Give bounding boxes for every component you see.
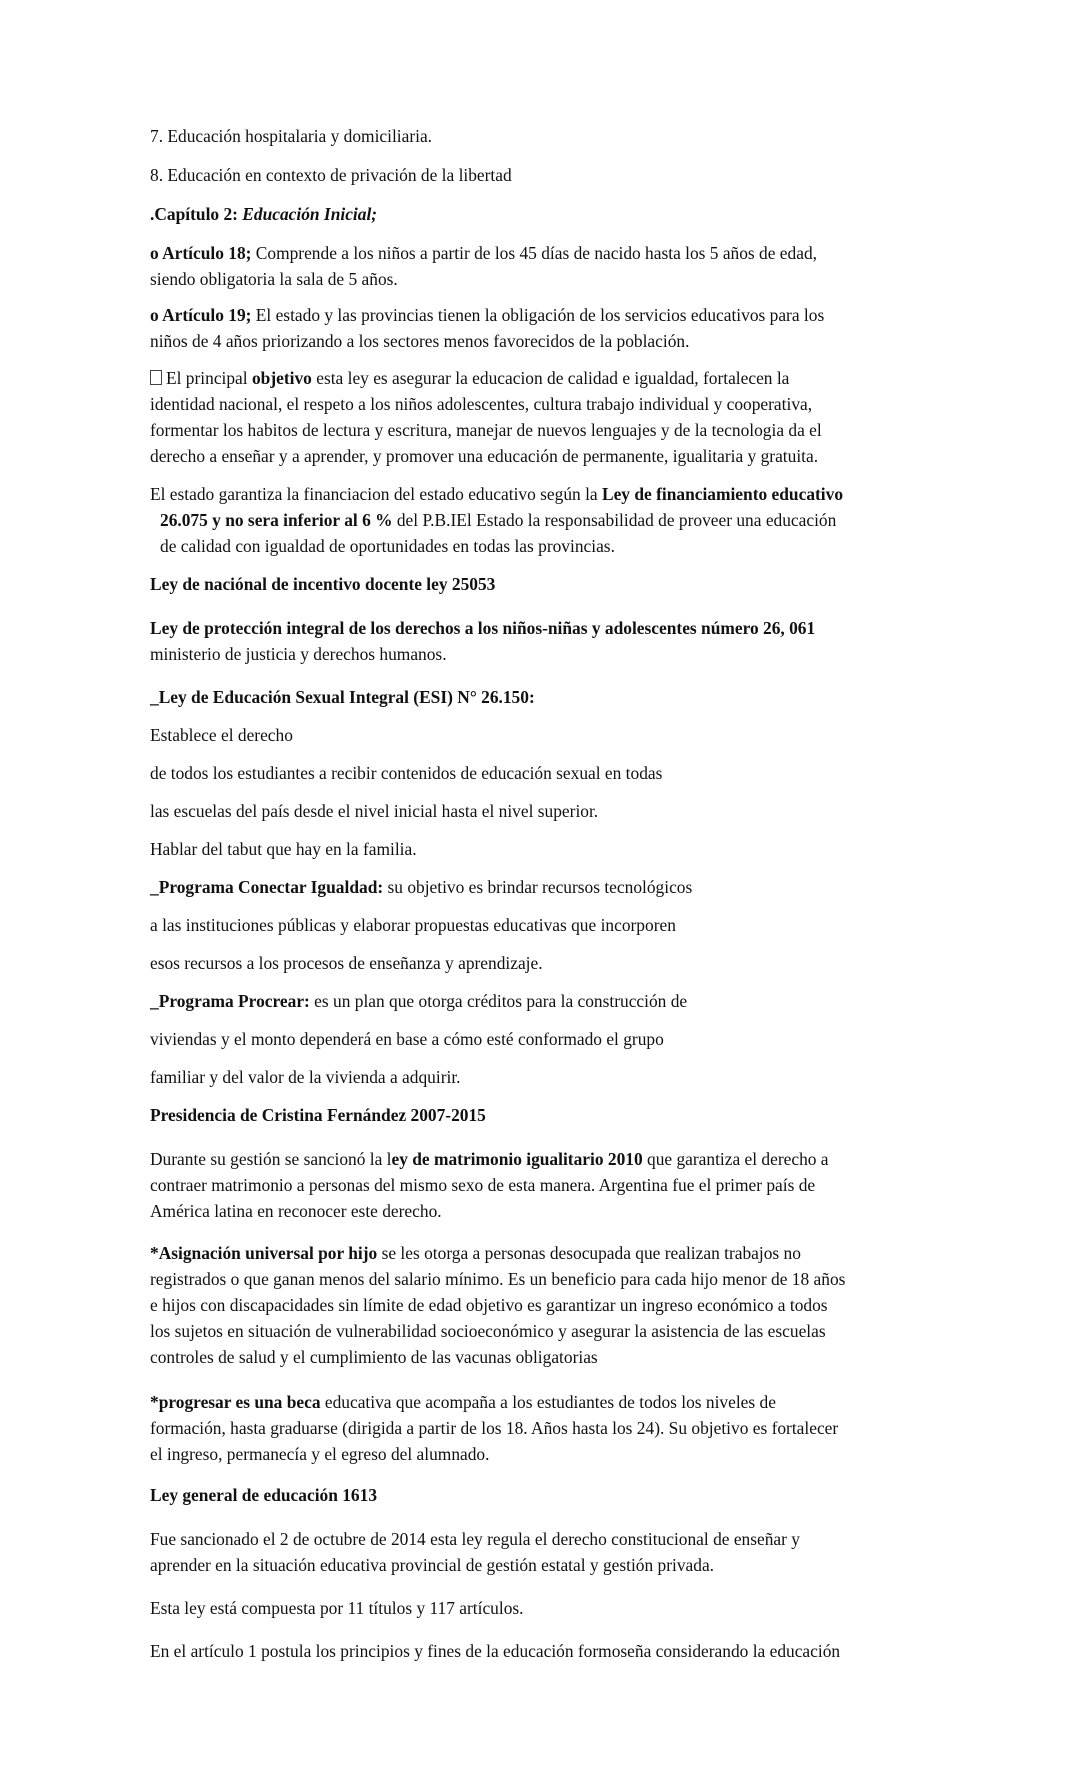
esi-line-1: [150, 722, 293, 748]
procrear-text: viviendas y el monto dependerá en base a cómo esté conformado el grupo: [150, 1029, 664, 1049]
article-19-label: o Artículo 19;: [150, 305, 252, 325]
objective-line-3: [150, 417, 822, 443]
chapter-prefix: .Capítulo 2:: [150, 204, 243, 224]
financing-line-2: [160, 507, 836, 533]
marriage-line-1: [150, 1146, 829, 1172]
article-18-label: o Artículo 18;: [150, 243, 252, 263]
conectar-title: _Programa Conectar Igualdad:: [150, 877, 384, 897]
sanction-line-2: [150, 1552, 714, 1578]
esi-text: Establece el derecho: [150, 725, 293, 745]
auh-text: los sujetos en situación de vulnerabilidad socioeconómico y asegurar la asistencia de las escuelas: [150, 1321, 826, 1341]
progresar-text: formación, hasta graduarse (dirigida a partir de los 18. Años hasta los 24). Su objetivo es fortalecer: [150, 1418, 839, 1438]
progresar-line-3: [150, 1441, 489, 1467]
chapter-heading: [150, 201, 377, 227]
composition-line: [150, 1595, 524, 1621]
esi-text: las escuelas del país desde el nivel inicial hasta el nivel superior.: [150, 801, 599, 821]
procrear-line-1: [150, 988, 687, 1014]
objective-keyword: objetivo: [251, 368, 312, 388]
marriage-law-name: ey de matrimonio igualitario 2010: [391, 1149, 643, 1169]
conectar-line-1: [150, 874, 692, 900]
procrear-text: familiar y del valor de la vivienda a adquirir.: [150, 1067, 461, 1087]
list-item: [150, 123, 432, 149]
financing-text: El estado garantiza la financiacion del estado educativo según la: [150, 484, 602, 504]
law-1613-heading: [150, 1482, 377, 1508]
esi-title: _Ley de Educación Sexual Integral (ESI) N° 26.150:: [150, 687, 535, 707]
marriage-text: contraer matrimonio a personas del mismo sexo de esta manera. Argentina fue el primer país de: [150, 1175, 816, 1195]
auh-text: controles de salud y el cumplimiento de las vacunas obligatorias: [150, 1347, 598, 1367]
article-19-text: El estado y las provincias tienen la obligación de los servicios educativos para los: [251, 305, 825, 325]
missing-glyph-icon: [150, 370, 162, 385]
article-19-line-2: [150, 328, 689, 354]
financing-law-name: Ley de financiamiento educativo: [601, 484, 844, 504]
presidency-heading: [150, 1102, 486, 1128]
procrear-line-2: [150, 1026, 664, 1052]
esi-line-2: [150, 760, 662, 786]
marriage-line-2: [150, 1172, 815, 1198]
protection-law-text: ministerio de justicia y derechos humanos.: [150, 644, 447, 664]
procrear-text: es un plan que otorga créditos para la construcción de: [309, 991, 688, 1011]
progresar-line-2: [150, 1415, 838, 1441]
marriage-line-3: [150, 1198, 442, 1224]
marriage-text: que garantiza el derecho a: [642, 1149, 829, 1169]
conectar-line-2: [150, 912, 676, 938]
esi-heading: [150, 684, 535, 710]
article-18-text: Comprende a los niños a partir de los 45 días de nacido hasta los 5 años de edad,: [251, 243, 817, 263]
incentive-law-title: Ley de naciónal de incentivo docente ley 25053: [150, 574, 496, 594]
auh-title: *Asignación universal por hijo: [150, 1243, 378, 1263]
article-18-text: siendo obligatoria la sala de 5 años.: [150, 269, 398, 289]
auh-line-5: [150, 1344, 598, 1370]
conectar-line-3: [150, 950, 543, 976]
auh-line-2: [150, 1266, 845, 1292]
protection-law-title: Ley de protección integral de los derechos a los niños-niñas y adolescentes número 26, 061: [150, 618, 816, 638]
progresar-title: *progresar es una beca: [150, 1392, 321, 1412]
objective-text: El principal: [166, 368, 252, 388]
financing-law-number: 26.075 y no sera inferior al 6 %: [160, 510, 393, 530]
presidency-title: Presidencia de Cristina Fernández 2007-2015: [150, 1105, 486, 1125]
auh-line-1: [150, 1240, 801, 1266]
objective-text: identidad nacional, el respeto a los niños adolescentes, cultura trabajo individual y cooperativa,: [150, 394, 813, 414]
financing-text: del P.B.IEl Estado la responsabilidad de proveer una educación: [392, 510, 837, 530]
progresar-text: educativa que acompaña a los estudiantes de todos los niveles de: [320, 1392, 776, 1412]
financing-line-3: [160, 533, 615, 559]
auh-line-4: [150, 1318, 826, 1344]
objective-text: formentar los habitos de lectura y escritura, manejar de nuevos lenguajes y de la tecnologia da el: [150, 420, 822, 440]
auh-text: se les otorga a personas desocupada que realizan trabajos no: [377, 1243, 801, 1263]
procrear-title: _Programa Procrear:: [150, 991, 310, 1011]
financing-line-1: [150, 481, 843, 507]
objective-line-2: [150, 391, 812, 417]
financing-text: de calidad con igualdad de oportunidades en todas las provincias.: [160, 536, 615, 556]
objective-text: derecho a enseñar y a aprender, y promover una educación de permanente, igualitaria y gratuita.: [150, 446, 819, 466]
esi-line-3: [150, 798, 598, 824]
conectar-text: a las instituciones públicas y elaborar propuestas educativas que incorporen: [150, 915, 676, 935]
protection-law-line-2: [150, 641, 447, 667]
auh-line-3: [150, 1292, 828, 1318]
esi-text: de todos los estudiantes a recibir contenidos de educación sexual en todas: [150, 763, 663, 783]
article-18-line-2: [150, 266, 398, 292]
progresar-text: el ingreso, permanecía y el egreso del alumnado.: [150, 1444, 490, 1464]
conectar-text: su objetivo es brindar recursos tecnológicos: [383, 877, 693, 897]
sanction-line-1: [150, 1526, 800, 1552]
article-1-line: [150, 1638, 840, 1664]
objective-line-4: [150, 443, 818, 469]
progresar-line-1: [150, 1389, 776, 1415]
esi-line-4: [150, 836, 417, 862]
marriage-text: América latina en reconocer este derecho.: [150, 1201, 442, 1221]
chapter-title: Educación Inicial;: [242, 204, 378, 224]
composition-text: Esta ley está compuesta por 11 títulos y 117 artículos.: [150, 1598, 524, 1618]
auh-text: e hijos con discapacidades sin límite de edad objetivo es garantizar un ingreso económico a todos: [150, 1295, 828, 1315]
law-1613-title: Ley general de educación 1613: [150, 1485, 378, 1505]
list-item: [150, 162, 512, 188]
item-8-text: 8. Educación en contexto de privación de la libertad: [150, 165, 512, 185]
item-7-text: 7. Educación hospitalaria y domiciliaria.: [150, 126, 433, 146]
esi-text: Hablar del tabut que hay en la familia.: [150, 839, 417, 859]
article-19-text: niños de 4 años priorizando a los sectores menos favorecidos de la población.: [150, 331, 690, 351]
article-1-text: En el artículo 1 postula los principios y fines de la educación formoseña considerando la educación: [150, 1641, 841, 1661]
procrear-line-3: [150, 1064, 461, 1090]
auh-text: registrados o que ganan menos del salario mínimo. Es un beneficio para cada hijo menor de 18 años: [150, 1269, 846, 1289]
objective-line-1: [150, 365, 789, 391]
protection-law-line-1: [150, 615, 815, 641]
article-19-line-1: [150, 302, 824, 328]
objective-text: esta ley es asegurar la educacion de calidad e igualdad, fortalecen la: [311, 368, 790, 388]
incentive-law-heading: [150, 571, 495, 597]
marriage-text: Durante su gestión se sancionó la l: [150, 1149, 392, 1169]
sanction-text: Fue sancionado el 2 de octubre de 2014 esta ley regula el derecho constitucional de enseñar y: [150, 1529, 800, 1549]
sanction-text: aprender en la situación educativa provincial de gestión estatal y gestión privada.: [150, 1555, 715, 1575]
conectar-text: esos recursos a los procesos de enseñanza y aprendizaje.: [150, 953, 543, 973]
article-18-line-1: [150, 240, 817, 266]
